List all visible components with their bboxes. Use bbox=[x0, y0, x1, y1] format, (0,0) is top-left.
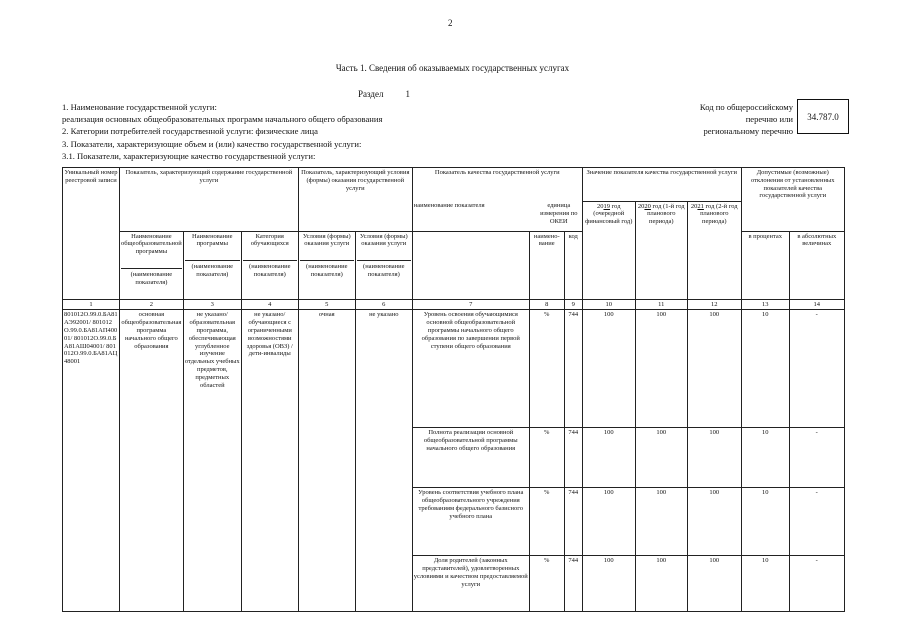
section-number: 1 bbox=[405, 89, 410, 99]
service-info bbox=[62, 101, 382, 162]
header-values: Значение показателя качества государственной услуги bbox=[582, 168, 741, 202]
indicator-name: Уровень соответствия учебного плана общеобразовательного учреждения требованиям федерального базисного учебного плана bbox=[412, 488, 529, 556]
indicators-heading: 3. Показатели, характеризующие объем и (или) качество государственной услуги: bbox=[62, 138, 362, 149]
table-row bbox=[63, 310, 845, 428]
indicator-value-3: 100 bbox=[687, 488, 741, 556]
subheader-student-category: Категория обучающихся (наименование показателя) bbox=[241, 231, 298, 299]
indicator-value-1: 100 bbox=[582, 310, 635, 428]
indicator-absolute: - bbox=[789, 428, 844, 488]
form-cell: очная bbox=[298, 310, 355, 612]
subheader-unit-code: код bbox=[564, 231, 582, 299]
indicator-unit: % bbox=[529, 488, 564, 556]
subheader-conditions-2: Условия (формы) оказания услуги (наименование показателя) bbox=[355, 231, 412, 299]
indicator-value-3: 100 bbox=[687, 428, 741, 488]
indicator-name: Полнота реализации основной общеобразовательной программы начального общего образования bbox=[412, 428, 529, 488]
column-numbers-row: 1 2 3 4 5 6 7 8 9 10 11 12 13 14 bbox=[63, 299, 845, 310]
header-unit: единица измерения по ОКЕИ bbox=[529, 201, 582, 231]
indicator-value-1: 100 bbox=[582, 556, 635, 612]
indicator-name: Уровень освоения обучающимися основной общеобразовательной программы начального общего образования по завершении первой ступени общего образования bbox=[412, 310, 529, 428]
indicator-unit: % bbox=[529, 428, 564, 488]
indicator-absolute: - bbox=[789, 310, 844, 428]
header-content: Показатель, характеризующий содержание государственной услуги bbox=[120, 168, 299, 202]
indicator-absolute: - bbox=[789, 488, 844, 556]
header-year-1: 2019 год (очередной финансовый год) bbox=[582, 201, 635, 299]
indicator-value-2: 100 bbox=[635, 488, 687, 556]
page-number: 2 bbox=[448, 18, 453, 28]
header-unique-number: Уникальный номер реестровой записи bbox=[63, 168, 120, 300]
indicator-value-3: 100 bbox=[687, 556, 741, 612]
indicator-code: 744 bbox=[564, 556, 582, 612]
header-indicator-name: наименование показателя bbox=[412, 201, 529, 231]
indicator-value-2: 100 bbox=[635, 556, 687, 612]
indicator-absolute: - bbox=[789, 556, 844, 612]
indicator-value-1: 100 bbox=[582, 428, 635, 488]
indicator-code: 744 bbox=[564, 428, 582, 488]
part-title: Часть 1. Сведения об оказываемых государственных услугах bbox=[335, 63, 570, 73]
indicator-unit: % bbox=[529, 310, 564, 428]
registry-code-label: Код по общероссийскому перечню или региональному перечню bbox=[699, 102, 793, 137]
subheader-absolute: в абсолютных величинах bbox=[789, 231, 844, 299]
indicator-value-2: 100 bbox=[635, 428, 687, 488]
subheader-program-name: Наименование программы (наименование показателя) bbox=[183, 231, 241, 299]
header-year-3: 2021 год (2-й год планового периода) bbox=[687, 201, 741, 299]
indicator-percent: 10 bbox=[741, 556, 789, 612]
student-category-cell: не указано/ обучающиеся с ограниченными возможностями здоровья (ОВЗ) / дети-инвалиды bbox=[241, 310, 298, 612]
program-name-cell: не указано/ образовательная программа, обеспечивающая углубленное изучение отдельных учебных предметов, предметных областей bbox=[183, 310, 241, 612]
indicator-value-1: 100 bbox=[582, 488, 635, 556]
subheader-percent: в процентах bbox=[741, 231, 789, 299]
indicator-unit: % bbox=[529, 556, 564, 612]
service-name-label: 1. Наименование государственной услуги: bbox=[62, 102, 217, 112]
indicator-value-2: 100 bbox=[635, 310, 687, 428]
indicator-code: 744 bbox=[564, 310, 582, 428]
header-allowed-deviations: Допустимые (возможные) отклонения от установленных показателей качества государственной услуги bbox=[741, 168, 844, 202]
registry-code-box: 34.787.0 bbox=[797, 99, 849, 134]
consumer-category: 2. Категории потребителей государственной услуги: физические лица bbox=[62, 126, 318, 137]
indicator-name: Доля родителей (законных представителей), удовлетворенных условиями и качеством предоставляемой услуги bbox=[412, 556, 529, 612]
subheader-conditions-1: Условия (формы) оказания услуги (наименование показателя) bbox=[298, 231, 355, 299]
quality-indicators-table bbox=[62, 167, 845, 612]
subheader-program-type: Наименование общеобразовательной программы (наименование показателя) bbox=[120, 231, 184, 299]
indicator-percent: 10 bbox=[741, 488, 789, 556]
header-year-2: 2020 год (1-й год планового периода) bbox=[635, 201, 687, 299]
indicator-code: 744 bbox=[564, 488, 582, 556]
quality-indicators-heading: 3.1. Показатели, характеризующие качество государственной услуги: bbox=[62, 150, 316, 161]
program-type-cell: основная общеобразовательная программа начального общего образования bbox=[120, 310, 184, 612]
subheader-unit-name: наимено-вание bbox=[529, 231, 564, 299]
conditions-cell: не указано bbox=[355, 310, 412, 612]
service-name-value: реализация основных общеобразовательных программ начального общего образования bbox=[62, 114, 383, 125]
indicator-percent: 10 bbox=[741, 310, 789, 428]
header-conditions: Показатель, характеризующий условия (формы) оказания государственной услуги bbox=[298, 168, 412, 202]
section-heading: Раздел 1 bbox=[358, 89, 410, 99]
indicator-percent: 10 bbox=[741, 428, 789, 488]
registry-number-cell: 801012О.99.0.БА81АЭ92001/ 801012О.99.0.БА81АП40001/ 801012О.99.0.БА81АШ04001/ 801012О.99.0.БА81АЦ48001 bbox=[63, 310, 120, 612]
header-quality-indicator: Показатель качества государственной услуги bbox=[412, 168, 582, 202]
indicator-value-3: 100 bbox=[687, 310, 741, 428]
